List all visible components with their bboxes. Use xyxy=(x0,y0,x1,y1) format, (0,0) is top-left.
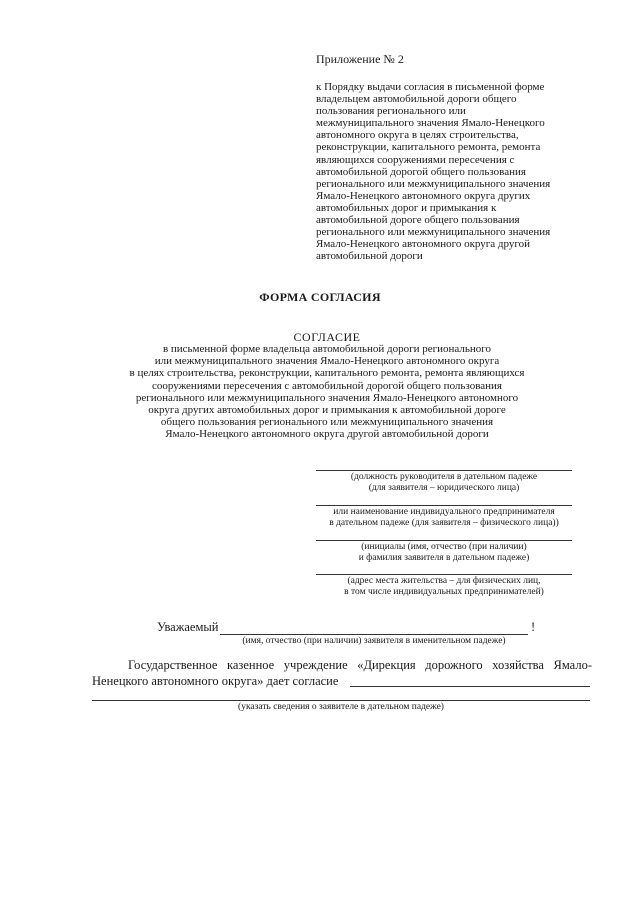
consent-line: или межмуниципального значения Ямало-Ненецкого автономного округа xyxy=(154,355,500,368)
salutation-exclamation: ! xyxy=(531,620,536,634)
salutation-name-line[interactable] xyxy=(220,634,528,635)
consent-statement xyxy=(92,658,592,689)
consent-line: округа других автомобильных дорог и примыкания к автомобильной дороге xyxy=(148,404,506,417)
appendix-line: пользования регионального или xyxy=(316,105,466,118)
caption-line: (для заявителя – юридического лица) xyxy=(368,483,520,493)
appendix-line: к Порядку выдачи согласия в письменной форме xyxy=(316,81,545,93)
appendix-line: Ямало-Ненецкого автономного округа другой xyxy=(316,238,531,251)
applicant-info-line[interactable] xyxy=(350,686,590,687)
consent-line: Ямало-Ненецкого автономного округа другой автомобильной дороги xyxy=(165,428,489,441)
appendix-line: межмуниципального значения Ямало-Ненецкого xyxy=(316,117,545,130)
position-caption xyxy=(316,472,572,494)
caption-line: или наименование индивидуального предпринимателя xyxy=(333,507,555,517)
caption-line: (имя, отчество (при наличии) заявителя в именительном падеже) xyxy=(242,636,506,646)
consent-line: сооружениями пересечения с автомобильной дорогой общего пользования xyxy=(152,379,502,392)
caption-line: и фамилия заявителя в дательном падеже) xyxy=(358,553,530,563)
consent-line: в целях строительства, реконструкции, капитального ремонта, ремонта являющихся xyxy=(129,367,525,380)
caption-line: (указать сведения о заявителе в дательном падеже) xyxy=(238,702,444,712)
appendix-reference xyxy=(316,81,588,262)
caption-line: (инициалы (имя, отчество (при наличии) xyxy=(361,542,527,552)
appendix-line: регионального или межмуниципального значения xyxy=(316,177,551,190)
salutation-label: Уважаемый xyxy=(157,620,219,634)
caption-line: в том числе индивидуальных предпринимателей) xyxy=(344,587,544,597)
caption-line: в дательном падеже (для заявителя – физического лица)) xyxy=(329,518,559,528)
consent-line: в письменной форме владельца автомобильной дороги регионального xyxy=(162,343,492,355)
initials-caption xyxy=(316,542,572,564)
appendix-line: автомобильной дорогой общего пользования xyxy=(316,165,526,178)
consent-line: общего пользования регионального или межмуниципального значения xyxy=(160,416,494,429)
position-field-line[interactable] xyxy=(316,470,572,471)
consent-line: регионального или межмуниципального значения Ямало-Ненецкого автономного xyxy=(135,391,519,404)
appendix-line: владельцем автомобильной дороги общего xyxy=(316,93,517,106)
caption-line: (должность руководителя в дательном падеже xyxy=(350,472,538,482)
name-field-line[interactable] xyxy=(316,505,572,506)
applicant-info-caption xyxy=(92,702,590,713)
appendix-number: Приложение № 2 xyxy=(316,52,404,66)
consent-title: СОГЛАСИЕ xyxy=(293,330,361,344)
initials-field-line[interactable] xyxy=(316,540,572,541)
applicant-info-line-2[interactable] xyxy=(92,700,590,701)
name-caption xyxy=(310,507,578,529)
salutation-caption xyxy=(220,636,528,647)
appendix-line: Ямало-Ненецкого автономного округа других xyxy=(316,189,531,202)
appendix-line: реконструкции, капитального ремонта, ремонта xyxy=(316,141,541,154)
appendix-line: регионального или межмуниципального значения xyxy=(316,226,551,239)
address-caption xyxy=(316,576,572,598)
appendix-line: автомобильных дорог и примыкания к xyxy=(316,201,497,214)
address-field-line[interactable] xyxy=(316,574,572,575)
caption-line: (адрес места жительства – для физических лиц, xyxy=(347,576,541,586)
appendix-line: автономного округа в целях строительства, xyxy=(316,129,519,142)
consent-subtitle xyxy=(92,343,562,441)
appendix-line: автомобильной дороги xyxy=(316,250,423,263)
form-title: ФОРМА СОГЛАСИЯ xyxy=(259,290,381,304)
appendix-line: автомобильной дороге общего пользования xyxy=(316,214,520,227)
appendix-line: являющихся сооружениями пересечения с xyxy=(316,153,515,166)
consent-statement-line: Государственное казенное учреждение «Дирекция дорожного хозяйства Ямало- xyxy=(128,658,592,672)
consent-statement-line: Ненецкого автономного округа» дает согласие xyxy=(92,673,339,688)
